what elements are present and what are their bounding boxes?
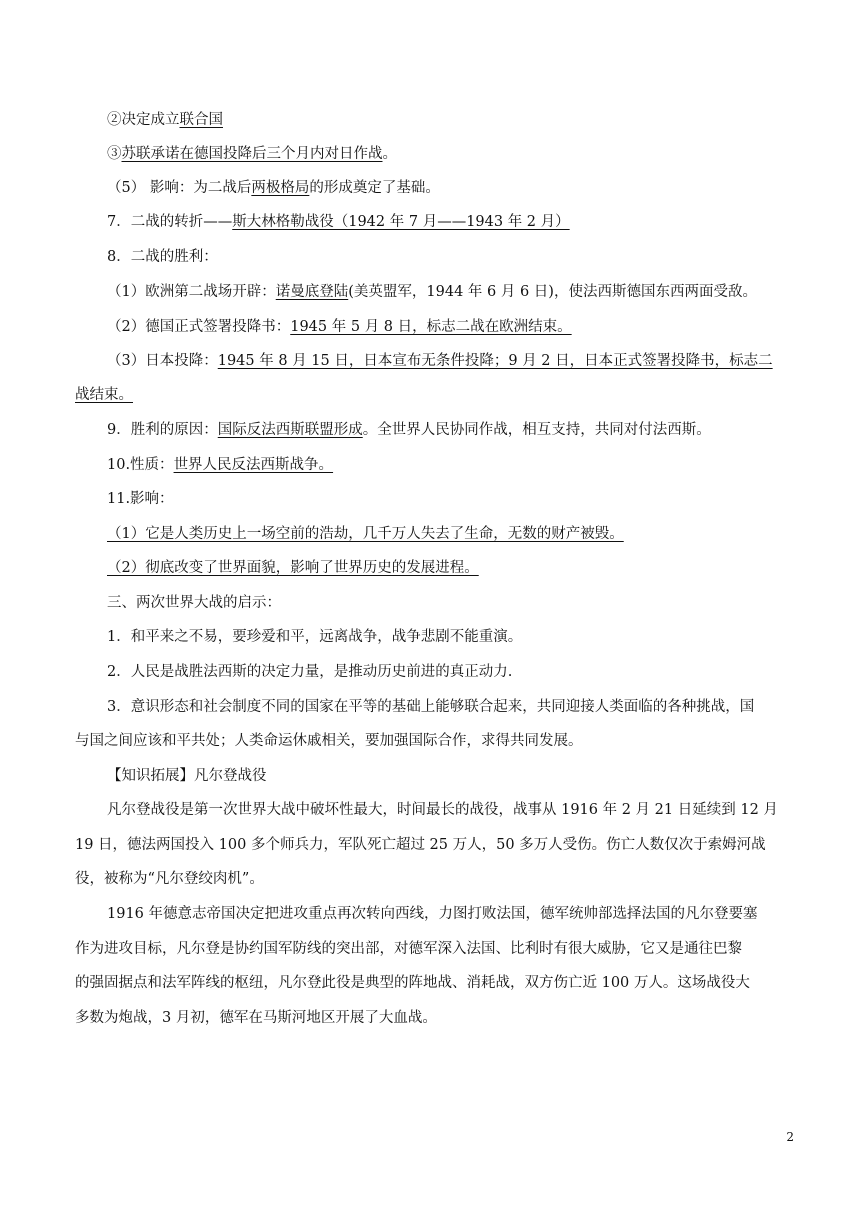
text-line: [75, 1008, 437, 1028]
text-line: [107, 627, 522, 647]
line-text: （1）欧洲第二战场开辟：: [107, 284, 276, 300]
text-line: [107, 110, 223, 130]
line-text: 【知识拓展】凡尔登战役: [107, 768, 267, 784]
line-text: 19 日，德法两国投入 100 多个师兵力，军队死亡超过 25 万人，50 多万人受伤。伤亡人数仅次于索姆河战: [75, 837, 766, 853]
line-text: 作为进攻目标，凡尔登是协约国军防线的突出部，对德军深入法国、比利时有很大威胁，它又是通往巴黎: [75, 941, 742, 957]
line-text: ②决定成立: [107, 112, 180, 128]
line-text: （5） 影响：为二战后: [107, 180, 252, 196]
underlined-answer: 苏联承诺在德国投降后三个月内对日作战: [121, 146, 383, 162]
text-line: [107, 524, 624, 544]
line-text: 1916 年德意志帝国决定把进攻重点再次转向西线，力图打败法国，德军统帅部选择法国的凡尔登要塞: [107, 906, 758, 922]
line-text: 的强固据点和法军阵线的枢纽，凡尔登此役是典型的阵地战、消耗战，双方伤亡近 100 万人。这场战役大: [75, 975, 750, 991]
section-heading: [107, 420, 711, 440]
section-heading: [107, 247, 218, 267]
line-text: 役，被称为“凡尔登绞肉机”。: [75, 871, 264, 887]
text-line: [107, 317, 572, 337]
underlined-answer: （1）它是人类历史上一场空前的浩劫，几千万人失去了生命，无数的财产被毁。: [107, 526, 624, 542]
text-line: [107, 351, 773, 371]
text-line: [107, 558, 479, 578]
text-line: [107, 662, 512, 682]
line-text: 2．人民是战胜法西斯的决定力量，是推动历史前进的真正动力.: [107, 664, 513, 680]
line-text: 三、两次世界大战的启示：: [107, 595, 281, 611]
section-heading: [107, 212, 570, 232]
line-text: (美英盟军，1944 年 6 月 6 日)，使法西斯德国东西两面受敌。: [348, 284, 757, 300]
underlined-answer: 战结束。: [75, 387, 133, 403]
line-text: 8．二战的胜利：: [107, 249, 218, 265]
underlined-answer: 联合国: [179, 112, 223, 128]
underlined-answer: 1945 年 8 月 15 日，日本宣布无条件投降；9 月 2 日，日本正式签署投降书，标志二: [217, 353, 773, 369]
underlined-answer: （2）彻底改变了世界面貌，影响了世界历史的发展进程。: [107, 560, 479, 576]
underlined-answer: 两极格局: [251, 180, 310, 196]
line-text: ③: [107, 146, 122, 162]
line-text: 与国之间应该和平共处；人类命运休戚相关，要加强国际合作，求得共同发展。: [75, 733, 583, 749]
underlined-answer: 1945 年 5 月 8 日，标志二战在欧洲结束。: [290, 319, 572, 335]
section-heading: [107, 489, 174, 509]
underlined-answer: 诺曼底登陆: [275, 284, 349, 300]
section-heading: [107, 455, 333, 475]
underlined-answer: 世界人民反法西斯战争。: [173, 457, 334, 473]
text-line: [75, 835, 766, 855]
line-text: 10.性质：: [107, 457, 174, 473]
line-text: （2）德国正式签署投降书：: [107, 319, 291, 335]
line-text: 9．胜利的原因：: [107, 422, 218, 438]
text-line: [107, 282, 757, 302]
underlined-answer: 斯大林格勒战役（1942 年 7 月——1943 年 2 月）: [232, 214, 570, 230]
section-heading: [107, 766, 267, 786]
text-line: [75, 869, 264, 889]
line-text: 3．意识形态和社会制度不同的国家在平等的基础上能够联合起来，共同迎接人类面临的各种挑战，国: [107, 699, 755, 715]
text-line: [75, 973, 750, 993]
text-line: [75, 939, 742, 959]
line-text: （3）日本投降：: [107, 353, 218, 369]
line-text: 7．二战的转折——: [107, 214, 233, 230]
line-text: 1．和平来之不易，要珍爱和平，远离战争，战争悲剧不能重演。: [107, 629, 523, 645]
text-line: [107, 800, 778, 820]
section-heading: [107, 593, 281, 613]
text-line: [75, 385, 133, 405]
line-text: 的形成奠定了基础。: [309, 180, 440, 196]
text-line: [107, 144, 397, 164]
text-line: [107, 697, 754, 717]
line-text: 11.影响：: [107, 491, 174, 507]
underlined-answer: 国际反法西斯联盟形成: [217, 422, 363, 438]
line-text: 多数为炮战，3 月初，德军在马斯河地区开展了大血战。: [75, 1010, 437, 1026]
text-line: [107, 178, 440, 198]
line-text: 。全世界人民协同作战，相互支持，共同对付法西斯。: [362, 422, 711, 438]
line-text: 凡尔登战役是第一次世界大战中破坏性最大，时间最长的战役，战事从 1916 年 2 月 21 日延续到 12 月: [107, 802, 778, 818]
text-line: [75, 731, 583, 751]
line-text: 。: [382, 146, 397, 162]
text-line: [107, 904, 758, 924]
page-number: 2: [786, 1130, 794, 1144]
